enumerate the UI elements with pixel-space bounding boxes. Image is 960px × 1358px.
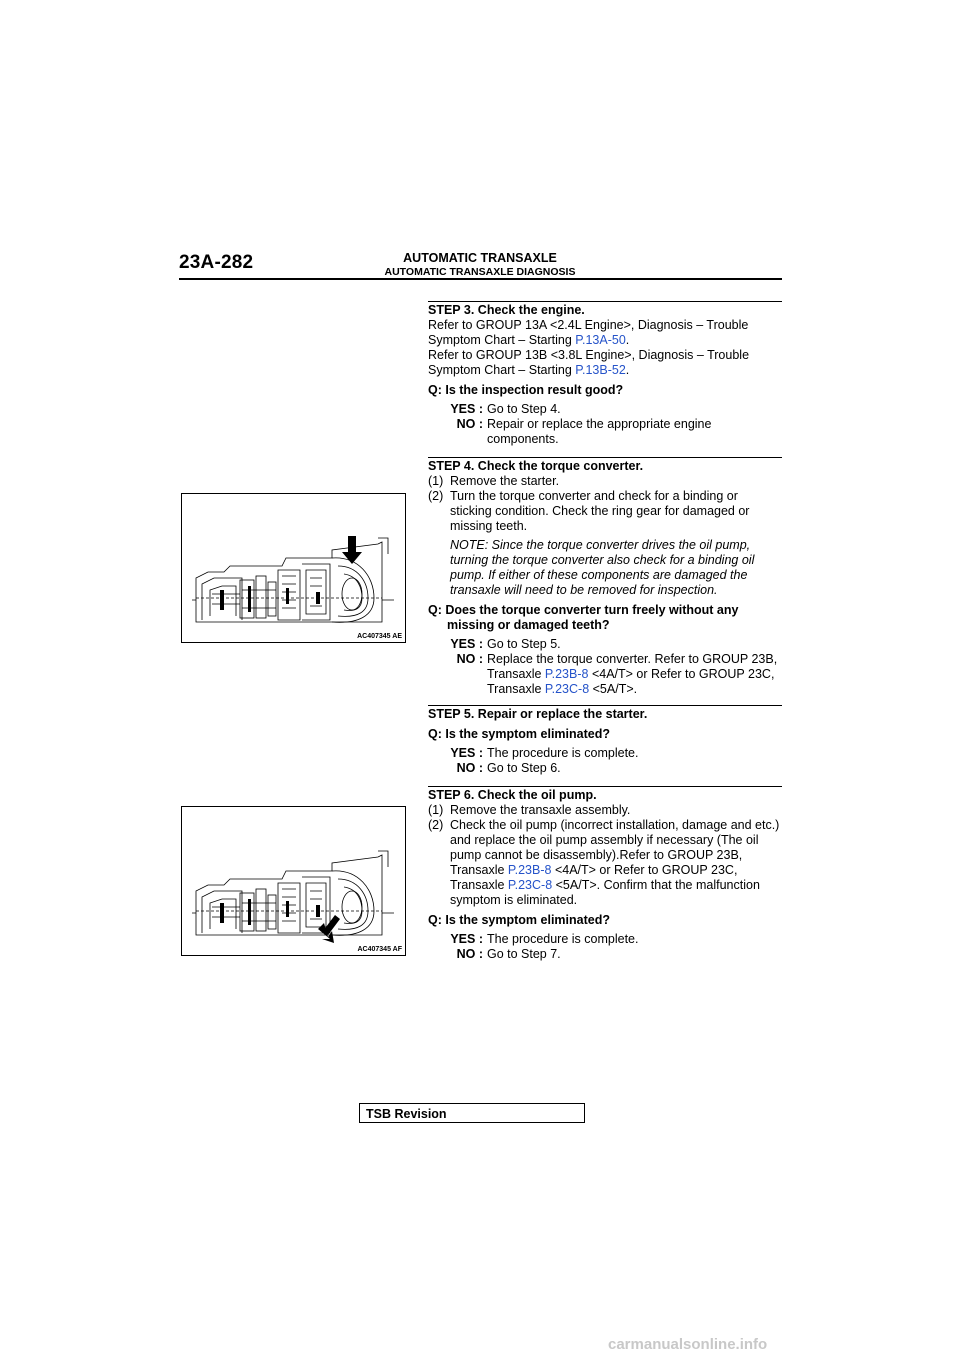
page-number: 23A-282	[179, 252, 254, 273]
link-p13a-50[interactable]: P.13A-50	[575, 333, 626, 347]
step5-yes-row	[428, 746, 782, 761]
no-label: NO :	[456, 761, 483, 775]
step5-block	[428, 707, 782, 776]
step6-no-text: Go to Step 7.	[487, 947, 561, 961]
step6-no-row	[428, 947, 782, 962]
step6-item-2-text	[450, 818, 782, 908]
step3-ref-13a	[428, 318, 782, 348]
step6-yes-row	[428, 932, 782, 947]
no-label: NO :	[456, 652, 483, 666]
step5-yes-text: The procedure is complete.	[487, 746, 639, 760]
step4-block	[428, 459, 782, 697]
figure-code: AC407345 AE	[357, 633, 402, 640]
step4-no-mid: <4A/T> or Refer to GROUP 23C, Transaxle	[487, 667, 775, 696]
step4-title: STEP 4. Check the torque converter.	[428, 459, 644, 473]
step5-title: STEP 5. Repair or replace the starter.	[428, 707, 648, 721]
step5-answers	[428, 746, 782, 776]
section-subtitle: AUTOMATIC TRANSAXLE DIAGNOSIS	[384, 266, 576, 278]
step6-item-2-pre: Check the oil pump (incorrect installation, damage and etc.) and replace the oil pump assembly if necessary (The oil pump cannot be disassembly).Refer to GROUP 23B, Transaxle	[450, 818, 780, 877]
step6-item-1-num: (1)	[428, 803, 444, 817]
no-label: NO :	[456, 947, 483, 961]
step3-no-text: Repair or replace the appropriate engine components.	[487, 417, 712, 446]
step4-item-1-num: (1)	[428, 474, 444, 488]
step4-item-1	[428, 474, 782, 489]
step3-period-2: .	[625, 363, 630, 377]
step3-yes-text: Go to Step 4.	[487, 402, 561, 416]
step4-item-2-text: Turn the torque converter and check for a binding or sticking condition. Check the ring gear for damaged or missing teeth.	[450, 489, 750, 533]
step4-item-2	[428, 489, 782, 534]
step4-no-post: <5A/T>.	[589, 682, 638, 696]
step4-yes-text: Go to Step 5.	[487, 637, 561, 651]
step4-item-1-text: Remove the starter.	[450, 474, 560, 488]
step4-question: Q: Does the torque converter turn freely without any missing or damaged teeth?	[428, 603, 739, 632]
step6-item-1	[428, 803, 782, 818]
step4-no-pre: Replace the torque converter. Refer to GROUP 23B, Transaxle	[487, 652, 778, 681]
step6-item-2-num: (2)	[428, 818, 444, 832]
no-label: NO :	[456, 417, 483, 431]
step6-block	[428, 788, 782, 962]
step5-rule	[428, 705, 782, 706]
step3-answers	[428, 402, 782, 447]
link-p23b-8[interactable]: P.23B-8	[507, 863, 552, 877]
step3-rule	[428, 301, 782, 302]
step3-question: Q: Is the inspection result good?	[428, 383, 624, 397]
step4-no-text	[487, 652, 782, 697]
step6-item-1-text: Remove the transaxle assembly.	[450, 803, 631, 817]
step6-rule	[428, 786, 782, 787]
header-rule	[179, 278, 782, 280]
yes-label: YES :	[450, 746, 483, 760]
transaxle-cutaway-illustration	[182, 807, 405, 955]
figure-torque-converter	[181, 493, 406, 643]
step3-title: STEP 3. Check the engine.	[428, 303, 585, 317]
step5-no-row	[428, 761, 782, 776]
step4-rule	[428, 457, 782, 458]
step4-answers	[428, 637, 782, 697]
step6-item-2	[428, 818, 782, 908]
step3-no-row	[428, 417, 782, 447]
step3-ref-13a-text: Refer to GROUP 13A <2.4L Engine>, Diagnosis – Trouble Symptom Chart – Starting	[428, 318, 749, 347]
step3-ref-13b-text: Refer to GROUP 13B <3.8L Engine>, Diagnosis – Trouble Symptom Chart – Starting	[428, 348, 750, 377]
step3-yes-row	[428, 402, 782, 417]
transaxle-cutaway-illustration	[182, 494, 405, 642]
link-p23c-8[interactable]: P.23C-8	[544, 682, 590, 696]
step4-yes-row	[428, 637, 782, 652]
link-p13b-52[interactable]: P.13B-52	[575, 363, 626, 377]
step5-question: Q: Is the symptom eliminated?	[428, 727, 610, 741]
step3-ref-13b	[428, 348, 782, 378]
section-title: AUTOMATIC TRANSAXLE	[403, 251, 557, 265]
step6-answers	[428, 932, 782, 962]
link-p23b-8[interactable]: P.23B-8	[544, 667, 589, 681]
watermark: carmanualsonline.info	[608, 1336, 768, 1353]
link-p23c-8[interactable]: P.23C-8	[507, 878, 553, 892]
figure-oil-pump	[181, 806, 406, 956]
step6-item-2-post: <5A/T>. Confirm that the malfunction symptom is eliminated.	[450, 878, 760, 907]
arrow-pointer	[342, 536, 362, 564]
step6-question: Q: Is the symptom eliminated?	[428, 913, 610, 927]
step5-no-text: Go to Step 6.	[487, 761, 561, 775]
step3-period-1: .	[625, 333, 630, 347]
yes-label: YES :	[450, 637, 483, 651]
step4-note: NOTE: Since the torque converter drives the oil pump, turning the torque converter also check for a binding oil pump. If either of these components are damaged the transaxle will need to be removed for inspection.	[450, 538, 755, 597]
tsb-revision-box: TSB Revision	[359, 1103, 585, 1123]
step6-title: STEP 6. Check the oil pump.	[428, 788, 597, 802]
step3-block	[428, 303, 782, 447]
step6-yes-text: The procedure is complete.	[487, 932, 639, 946]
step6-item-2-mid: <4A/T> or Refer to GROUP 23C, Transaxle	[450, 863, 738, 892]
step4-item-2-num: (2)	[428, 489, 444, 503]
step4-no-row	[428, 652, 782, 697]
figure-code: AC407345 AF	[357, 946, 402, 953]
yes-label: YES :	[450, 932, 483, 946]
yes-label: YES :	[450, 402, 483, 416]
